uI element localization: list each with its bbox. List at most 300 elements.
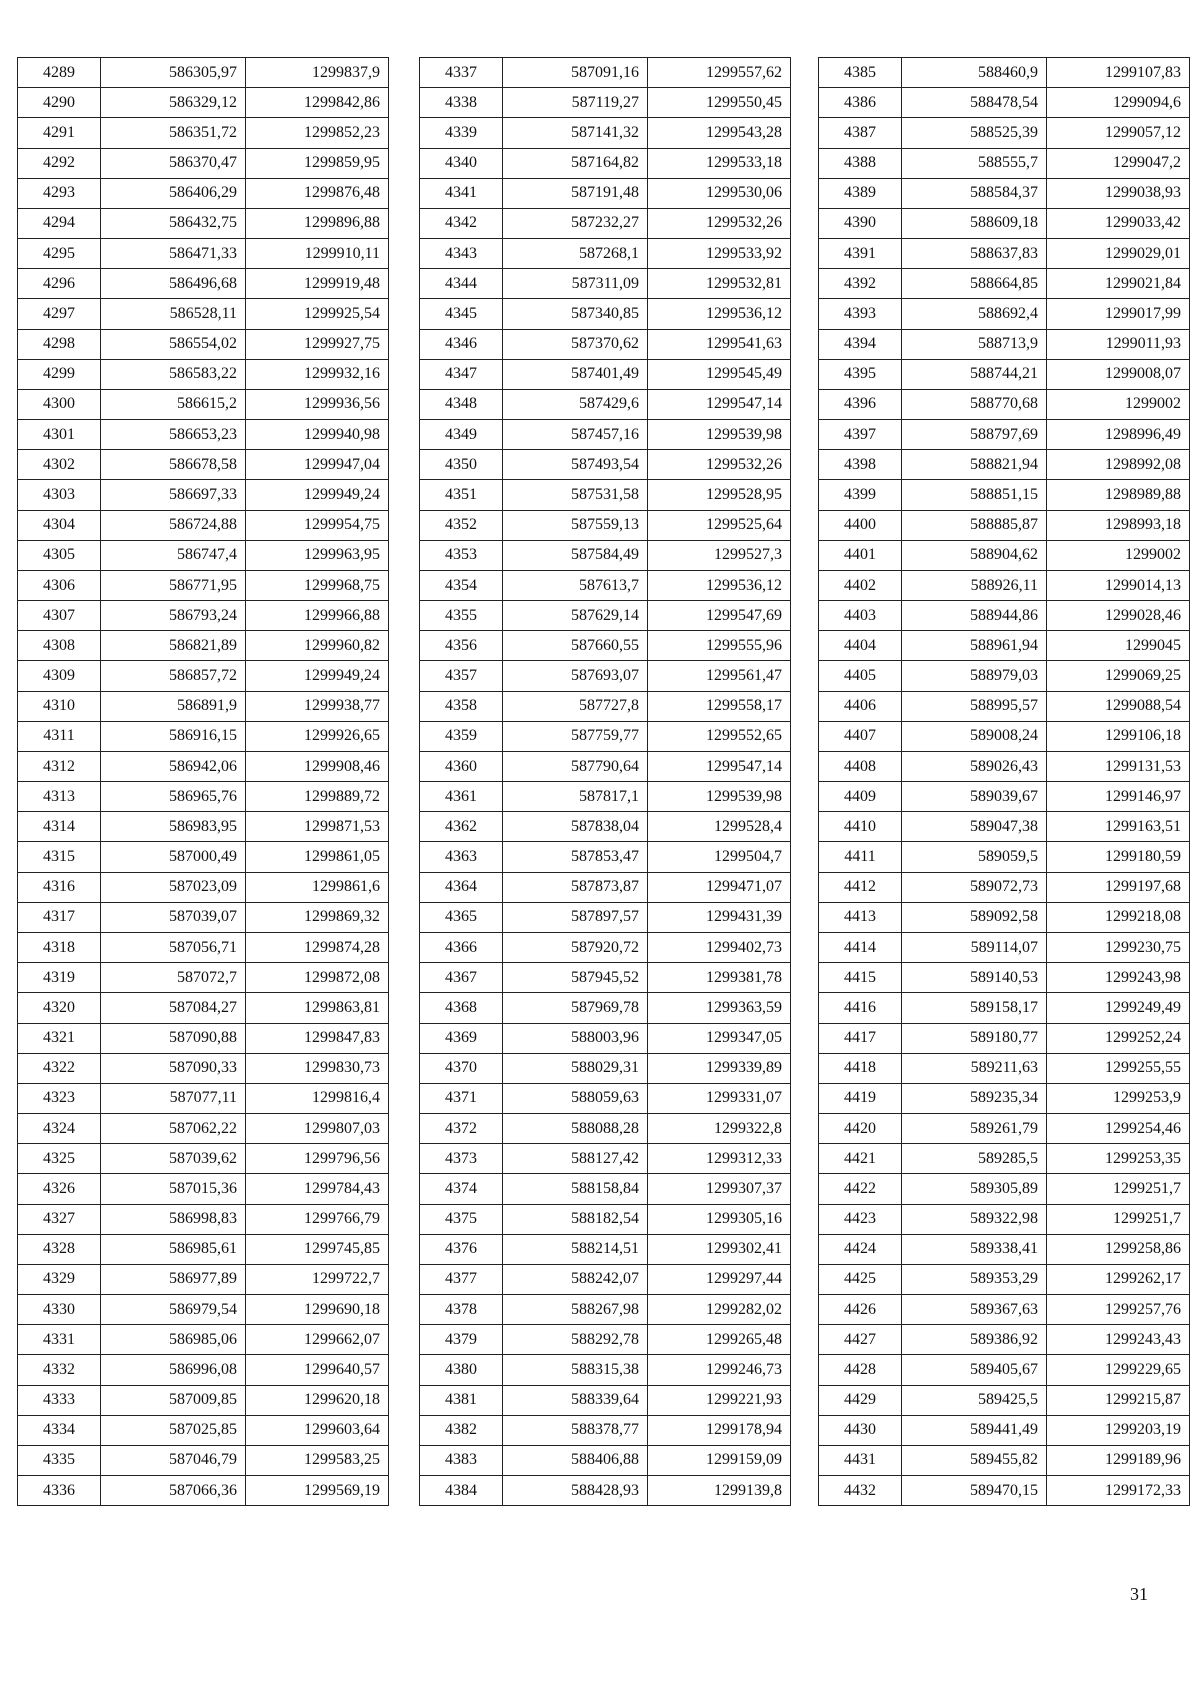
table-row (18, 1385, 389, 1415)
table-row (18, 601, 389, 631)
x-coordinate-cell: 587693,07 (503, 661, 648, 691)
table-row (420, 932, 791, 962)
y-coordinate-cell: 1299784,43 (246, 1174, 389, 1204)
y-coordinate-cell: 1299640,57 (246, 1355, 389, 1385)
table-row (18, 1445, 389, 1475)
point-number-cell: 4348 (420, 389, 503, 419)
point-number-cell: 4364 (420, 872, 503, 902)
x-coordinate-cell: 589425,5 (902, 1385, 1047, 1415)
point-number-cell: 4328 (18, 1234, 101, 1264)
y-coordinate-cell: 1299807,03 (246, 1114, 389, 1144)
point-number-cell: 4407 (819, 721, 902, 751)
y-coordinate-cell: 1299547,14 (648, 389, 791, 419)
point-number-cell: 4340 (420, 148, 503, 178)
y-coordinate-cell: 1299163,51 (1047, 812, 1190, 842)
point-number-cell: 4400 (819, 510, 902, 540)
x-coordinate-cell: 587897,57 (503, 902, 648, 932)
x-coordinate-cell: 588182,54 (503, 1204, 648, 1234)
y-coordinate-cell: 1299307,37 (648, 1174, 791, 1204)
x-coordinate-cell: 588926,11 (902, 570, 1047, 600)
table-row (420, 601, 791, 631)
x-coordinate-cell: 586329,12 (101, 88, 246, 118)
x-coordinate-cell: 588214,51 (503, 1234, 648, 1264)
y-coordinate-cell: 1299861,6 (246, 872, 389, 902)
x-coordinate-cell: 589158,17 (902, 993, 1047, 1023)
point-number-cell: 4338 (420, 88, 503, 118)
y-coordinate-cell: 1299889,72 (246, 782, 389, 812)
point-number-cell: 4306 (18, 570, 101, 600)
table-row (420, 1385, 791, 1415)
y-coordinate-cell: 1299662,07 (246, 1325, 389, 1355)
point-number-cell: 4362 (420, 812, 503, 842)
table-row (18, 570, 389, 600)
x-coordinate-cell: 589455,82 (902, 1445, 1047, 1475)
y-coordinate-cell: 1299246,73 (648, 1355, 791, 1385)
y-coordinate-cell: 1299014,13 (1047, 570, 1190, 600)
table-row (819, 148, 1190, 178)
table-row (819, 1295, 1190, 1325)
y-coordinate-cell: 1299919,48 (246, 269, 389, 299)
x-coordinate-cell: 588088,28 (503, 1114, 648, 1144)
table-row (819, 1385, 1190, 1415)
y-coordinate-cell: 1299249,49 (1047, 993, 1190, 1023)
table-row (819, 963, 1190, 993)
y-coordinate-cell: 1299569,19 (246, 1476, 389, 1506)
y-coordinate-cell: 1299527,3 (648, 540, 791, 570)
y-coordinate-cell: 1299533,18 (648, 148, 791, 178)
point-number-cell: 4373 (420, 1144, 503, 1174)
table-row (18, 510, 389, 540)
y-coordinate-cell: 1299106,18 (1047, 721, 1190, 751)
point-number-cell: 4337 (420, 58, 503, 88)
y-coordinate-cell: 1299954,75 (246, 510, 389, 540)
table-row (420, 208, 791, 238)
point-number-cell: 4325 (18, 1144, 101, 1174)
x-coordinate-cell: 588525,39 (902, 118, 1047, 148)
point-number-cell: 4308 (18, 631, 101, 661)
y-coordinate-cell: 1299011,93 (1047, 329, 1190, 359)
y-coordinate-cell: 1299302,41 (648, 1234, 791, 1264)
x-coordinate-cell: 588851,15 (902, 480, 1047, 510)
x-coordinate-cell: 588584,37 (902, 178, 1047, 208)
point-number-cell: 4313 (18, 782, 101, 812)
table-row (420, 1204, 791, 1234)
y-coordinate-cell: 1299910,11 (246, 239, 389, 269)
x-coordinate-cell: 587660,55 (503, 631, 648, 661)
x-coordinate-cell: 586653,23 (101, 420, 246, 450)
y-coordinate-cell: 1299251,7 (1047, 1204, 1190, 1234)
y-coordinate-cell: 1298996,49 (1047, 420, 1190, 450)
x-coordinate-cell: 586998,83 (101, 1204, 246, 1234)
y-coordinate-cell: 1299038,93 (1047, 178, 1190, 208)
point-number-cell: 4420 (819, 1114, 902, 1144)
table-row (18, 812, 389, 842)
y-coordinate-cell: 1299094,6 (1047, 88, 1190, 118)
y-coordinate-cell: 1299262,17 (1047, 1264, 1190, 1294)
y-coordinate-cell: 1298993,18 (1047, 510, 1190, 540)
table-row (18, 993, 389, 1023)
table-row (420, 1295, 791, 1325)
point-number-cell: 4384 (420, 1476, 503, 1506)
y-coordinate-cell: 1299431,39 (648, 902, 791, 932)
table-row (819, 842, 1190, 872)
x-coordinate-cell: 587062,22 (101, 1114, 246, 1144)
x-coordinate-cell: 587493,54 (503, 450, 648, 480)
point-number-cell: 4360 (420, 751, 503, 781)
y-coordinate-cell: 1299033,42 (1047, 208, 1190, 238)
table-row (420, 389, 791, 419)
point-number-cell: 4356 (420, 631, 503, 661)
table-row (18, 751, 389, 781)
point-number-cell: 4410 (819, 812, 902, 842)
point-number-cell: 4393 (819, 299, 902, 329)
point-number-cell: 4403 (819, 601, 902, 631)
y-coordinate-cell: 1299938,77 (246, 691, 389, 721)
y-coordinate-cell: 1299028,46 (1047, 601, 1190, 631)
x-coordinate-cell: 588821,94 (902, 450, 1047, 480)
x-coordinate-cell: 588555,7 (902, 148, 1047, 178)
y-coordinate-cell: 1299816,4 (246, 1083, 389, 1113)
y-coordinate-cell: 1299251,7 (1047, 1174, 1190, 1204)
point-number-cell: 4361 (420, 782, 503, 812)
table-row (18, 1476, 389, 1506)
point-number-cell: 4295 (18, 239, 101, 269)
x-coordinate-cell: 588428,93 (503, 1476, 648, 1506)
y-coordinate-cell: 1299045 (1047, 631, 1190, 661)
table-row (18, 872, 389, 902)
table-row (819, 540, 1190, 570)
point-number-cell: 4363 (420, 842, 503, 872)
point-number-cell: 4297 (18, 299, 101, 329)
x-coordinate-cell: 586985,61 (101, 1234, 246, 1264)
y-coordinate-cell: 1299536,12 (648, 570, 791, 600)
table-row (18, 631, 389, 661)
table-row (819, 1204, 1190, 1234)
table-row (420, 420, 791, 450)
point-number-cell: 4289 (18, 58, 101, 88)
y-coordinate-cell: 1299558,17 (648, 691, 791, 721)
y-coordinate-cell: 1299968,75 (246, 570, 389, 600)
table-row (18, 299, 389, 329)
table-row (819, 782, 1190, 812)
x-coordinate-cell: 587009,85 (101, 1385, 246, 1415)
x-coordinate-cell: 586471,33 (101, 239, 246, 269)
y-coordinate-cell: 1299297,44 (648, 1264, 791, 1294)
point-number-cell: 4345 (420, 299, 503, 329)
x-coordinate-cell: 586432,75 (101, 208, 246, 238)
table-row (420, 450, 791, 480)
table-row (819, 1144, 1190, 1174)
x-coordinate-cell: 586406,29 (101, 178, 246, 208)
table-row (18, 88, 389, 118)
point-number-cell: 4396 (819, 389, 902, 419)
table-row (819, 420, 1190, 450)
y-coordinate-cell: 1299528,4 (648, 812, 791, 842)
x-coordinate-cell: 587023,09 (101, 872, 246, 902)
table-row (819, 993, 1190, 1023)
point-number-cell: 4327 (18, 1204, 101, 1234)
y-coordinate-cell: 1299215,87 (1047, 1385, 1190, 1415)
y-coordinate-cell: 1299528,95 (648, 480, 791, 510)
x-coordinate-cell: 587084,27 (101, 993, 246, 1023)
point-number-cell: 4336 (18, 1476, 101, 1506)
x-coordinate-cell: 587873,87 (503, 872, 648, 902)
x-coordinate-cell: 588406,88 (503, 1445, 648, 1475)
table-row (819, 1445, 1190, 1475)
x-coordinate-cell: 588609,18 (902, 208, 1047, 238)
point-number-cell: 4343 (420, 239, 503, 269)
y-coordinate-cell: 1299847,83 (246, 1023, 389, 1053)
point-number-cell: 4358 (420, 691, 503, 721)
point-number-cell: 4374 (420, 1174, 503, 1204)
table-row (819, 1234, 1190, 1264)
point-number-cell: 4321 (18, 1023, 101, 1053)
x-coordinate-cell: 587119,27 (503, 88, 648, 118)
x-coordinate-cell: 587969,78 (503, 993, 648, 1023)
table-row (819, 1355, 1190, 1385)
y-coordinate-cell: 1299178,94 (648, 1415, 791, 1445)
table-row (420, 1445, 791, 1475)
table-row (819, 58, 1190, 88)
point-number-cell: 4371 (420, 1083, 503, 1113)
point-number-cell: 4413 (819, 902, 902, 932)
y-coordinate-cell: 1299872,08 (246, 963, 389, 993)
table-row (18, 540, 389, 570)
table-row (420, 1325, 791, 1355)
table-row (819, 1174, 1190, 1204)
table-row (420, 902, 791, 932)
y-coordinate-cell: 1299940,98 (246, 420, 389, 450)
x-coordinate-cell: 589305,89 (902, 1174, 1047, 1204)
point-number-cell: 4351 (420, 480, 503, 510)
x-coordinate-cell: 586697,33 (101, 480, 246, 510)
x-coordinate-cell: 587066,36 (101, 1476, 246, 1506)
table-row (18, 691, 389, 721)
y-coordinate-cell: 1299002 (1047, 389, 1190, 419)
x-coordinate-cell: 588692,4 (902, 299, 1047, 329)
point-number-cell: 4355 (420, 601, 503, 631)
table-row (420, 1114, 791, 1144)
y-coordinate-cell: 1299255,55 (1047, 1053, 1190, 1083)
y-coordinate-cell: 1299766,79 (246, 1204, 389, 1234)
table-row (18, 148, 389, 178)
x-coordinate-cell: 586979,54 (101, 1295, 246, 1325)
y-coordinate-cell: 1299530,06 (648, 178, 791, 208)
x-coordinate-cell: 587401,49 (503, 359, 648, 389)
point-number-cell: 4376 (420, 1234, 503, 1264)
point-number-cell: 4309 (18, 661, 101, 691)
y-coordinate-cell: 1299550,45 (648, 88, 791, 118)
y-coordinate-cell: 1299536,12 (648, 299, 791, 329)
y-coordinate-cell: 1299253,9 (1047, 1083, 1190, 1113)
point-number-cell: 4319 (18, 963, 101, 993)
table-row (18, 1144, 389, 1174)
x-coordinate-cell: 586496,68 (101, 269, 246, 299)
table-row (819, 1264, 1190, 1294)
coordinates-table-1 (17, 57, 389, 1506)
point-number-cell: 4315 (18, 842, 101, 872)
x-coordinate-cell: 587559,13 (503, 510, 648, 540)
x-coordinate-cell: 589092,58 (902, 902, 1047, 932)
y-coordinate-cell: 1299282,02 (648, 1295, 791, 1325)
table-row (420, 329, 791, 359)
point-number-cell: 4317 (18, 902, 101, 932)
table-row (819, 872, 1190, 902)
y-coordinate-cell: 1299312,33 (648, 1144, 791, 1174)
point-number-cell: 4379 (420, 1325, 503, 1355)
table-row (18, 1355, 389, 1385)
y-coordinate-cell: 1299932,16 (246, 359, 389, 389)
y-coordinate-cell: 1299722,7 (246, 1264, 389, 1294)
point-number-cell: 4316 (18, 872, 101, 902)
point-number-cell: 4320 (18, 993, 101, 1023)
coordinates-table-3 (818, 57, 1190, 1506)
table-row (420, 570, 791, 600)
y-coordinate-cell: 1299874,28 (246, 932, 389, 962)
x-coordinate-cell: 586965,76 (101, 782, 246, 812)
point-number-cell: 4418 (819, 1053, 902, 1083)
y-coordinate-cell: 1299690,18 (246, 1295, 389, 1325)
x-coordinate-cell: 589039,67 (902, 782, 1047, 812)
table-row (420, 1355, 791, 1385)
x-coordinate-cell: 589114,07 (902, 932, 1047, 962)
point-number-cell: 4380 (420, 1355, 503, 1385)
y-coordinate-cell: 1299197,68 (1047, 872, 1190, 902)
table-row (819, 1415, 1190, 1445)
y-coordinate-cell: 1299876,48 (246, 178, 389, 208)
table-row (819, 118, 1190, 148)
x-coordinate-cell: 588713,9 (902, 329, 1047, 359)
point-number-cell: 4290 (18, 88, 101, 118)
table-row (420, 480, 791, 510)
x-coordinate-cell: 588292,78 (503, 1325, 648, 1355)
x-coordinate-cell: 589211,63 (902, 1053, 1047, 1083)
table-row (420, 1053, 791, 1083)
point-number-cell: 4416 (819, 993, 902, 1023)
table-row (420, 872, 791, 902)
table-row (819, 239, 1190, 269)
x-coordinate-cell: 586916,15 (101, 721, 246, 751)
point-number-cell: 4312 (18, 751, 101, 781)
table-row (819, 902, 1190, 932)
x-coordinate-cell: 588885,87 (902, 510, 1047, 540)
table-row (819, 329, 1190, 359)
x-coordinate-cell: 587584,49 (503, 540, 648, 570)
point-number-cell: 4386 (819, 88, 902, 118)
y-coordinate-cell: 1299525,64 (648, 510, 791, 540)
table-row (18, 1114, 389, 1144)
y-coordinate-cell: 1299552,65 (648, 721, 791, 751)
point-number-cell: 4425 (819, 1264, 902, 1294)
point-number-cell: 4375 (420, 1204, 503, 1234)
x-coordinate-cell: 588242,07 (503, 1264, 648, 1294)
table-row (420, 751, 791, 781)
x-coordinate-cell: 589367,63 (902, 1295, 1047, 1325)
y-coordinate-cell: 1299504,7 (648, 842, 791, 872)
point-number-cell: 4330 (18, 1295, 101, 1325)
point-number-cell: 4383 (420, 1445, 503, 1475)
table-row (18, 1023, 389, 1053)
x-coordinate-cell: 587945,52 (503, 963, 648, 993)
table-row (18, 902, 389, 932)
point-number-cell: 4305 (18, 540, 101, 570)
y-coordinate-cell: 1299252,24 (1047, 1023, 1190, 1053)
table-row (819, 601, 1190, 631)
point-number-cell: 4421 (819, 1144, 902, 1174)
x-coordinate-cell: 588744,21 (902, 359, 1047, 389)
x-coordinate-cell: 586305,97 (101, 58, 246, 88)
table-row (420, 148, 791, 178)
y-coordinate-cell: 1299017,99 (1047, 299, 1190, 329)
table-row (420, 691, 791, 721)
x-coordinate-cell: 589026,43 (902, 751, 1047, 781)
table-row (819, 1023, 1190, 1053)
x-coordinate-cell: 589059,5 (902, 842, 1047, 872)
x-coordinate-cell: 588637,83 (902, 239, 1047, 269)
y-coordinate-cell: 1299189,96 (1047, 1445, 1190, 1475)
table-row (819, 691, 1190, 721)
table-row (819, 480, 1190, 510)
y-coordinate-cell: 1299146,97 (1047, 782, 1190, 812)
y-coordinate-cell: 1299254,46 (1047, 1114, 1190, 1144)
point-number-cell: 4344 (420, 269, 503, 299)
table-row (420, 963, 791, 993)
table-row (420, 1234, 791, 1264)
point-number-cell: 4429 (819, 1385, 902, 1415)
y-coordinate-cell: 1299265,48 (648, 1325, 791, 1355)
y-coordinate-cell: 1299363,59 (648, 993, 791, 1023)
x-coordinate-cell: 586977,89 (101, 1264, 246, 1294)
y-coordinate-cell: 1299947,04 (246, 450, 389, 480)
table-row (420, 1264, 791, 1294)
x-coordinate-cell: 588267,98 (503, 1295, 648, 1325)
y-coordinate-cell: 1299230,75 (1047, 932, 1190, 962)
x-coordinate-cell: 587025,85 (101, 1415, 246, 1445)
y-coordinate-cell: 1299796,56 (246, 1144, 389, 1174)
x-coordinate-cell: 587232,27 (503, 208, 648, 238)
point-number-cell: 4298 (18, 329, 101, 359)
x-coordinate-cell: 588478,54 (902, 88, 1047, 118)
table-row (18, 1204, 389, 1234)
y-coordinate-cell: 1299863,81 (246, 993, 389, 1023)
x-coordinate-cell: 589470,15 (902, 1476, 1047, 1506)
y-coordinate-cell: 1299172,33 (1047, 1476, 1190, 1506)
y-coordinate-cell: 1299539,98 (648, 420, 791, 450)
y-coordinate-cell: 1299620,18 (246, 1385, 389, 1415)
y-coordinate-cell: 1299541,63 (648, 329, 791, 359)
table-row (18, 782, 389, 812)
page-number: 31 (1130, 1584, 1148, 1604)
point-number-cell: 4389 (819, 178, 902, 208)
table-row (18, 1325, 389, 1355)
point-number-cell: 4335 (18, 1445, 101, 1475)
table-row (18, 1174, 389, 1204)
point-number-cell: 4296 (18, 269, 101, 299)
x-coordinate-cell: 587072,7 (101, 963, 246, 993)
point-number-cell: 4382 (420, 1415, 503, 1445)
table-row (819, 299, 1190, 329)
table-row (18, 420, 389, 450)
table-row (819, 751, 1190, 781)
y-coordinate-cell: 1299927,75 (246, 329, 389, 359)
x-coordinate-cell: 587727,8 (503, 691, 648, 721)
y-coordinate-cell: 1299830,73 (246, 1053, 389, 1083)
x-coordinate-cell: 587838,04 (503, 812, 648, 842)
point-number-cell: 4391 (819, 239, 902, 269)
x-coordinate-cell: 587531,58 (503, 480, 648, 510)
point-number-cell: 4299 (18, 359, 101, 389)
table-row (819, 208, 1190, 238)
